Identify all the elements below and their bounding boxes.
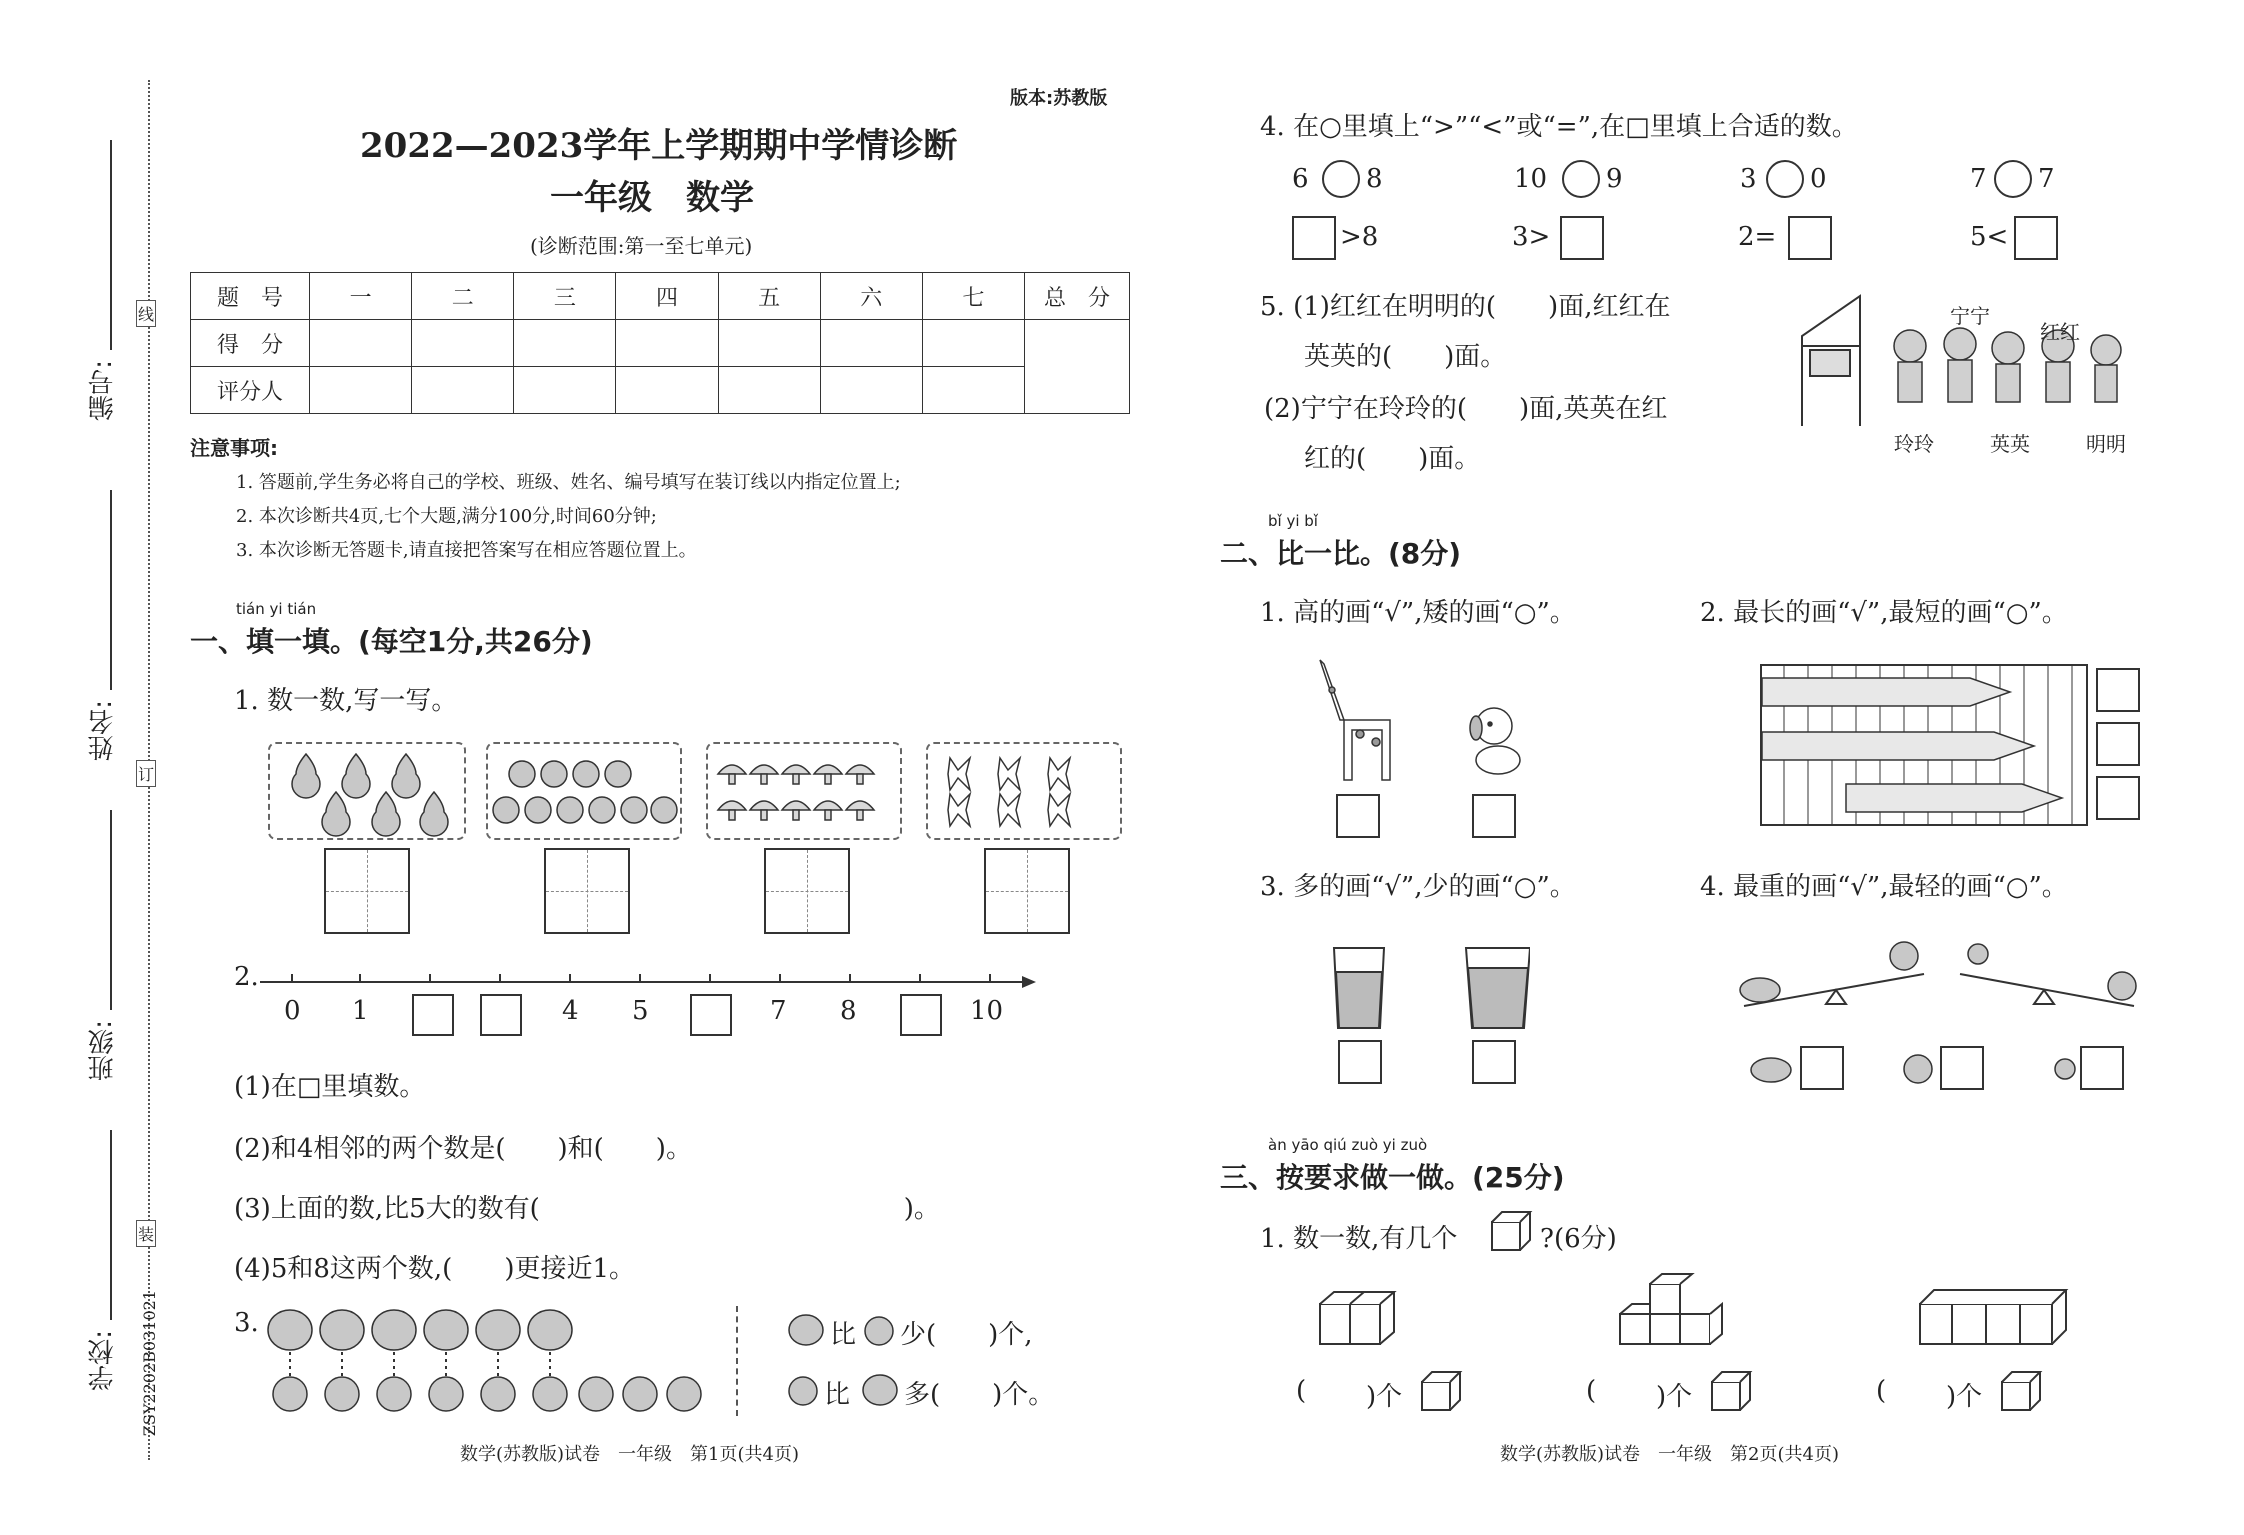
binding-mark-bind: 装 <box>136 1220 156 1247</box>
binding-mark-line: 线 <box>136 300 156 327</box>
question5-line3: (2)宁宁在玲玲的( )面,英英在红 <box>1264 394 1668 424</box>
cube-icon <box>1488 1208 1536 1256</box>
numberline-label-8: 8 <box>840 996 857 1026</box>
pig-icon <box>1746 1052 1796 1086</box>
mushroom-group <box>706 742 902 840</box>
score-cell[interactable] <box>412 320 514 367</box>
fruit-icon-pumpkin <box>786 1312 826 1348</box>
score-cell[interactable] <box>922 320 1024 367</box>
answer-box-pencil-3[interactable] <box>2096 776 2140 820</box>
q4-row1-c-left: 3 <box>1740 164 1757 194</box>
left-page <box>150 0 1130 1535</box>
kid-label-honghong: 红红 <box>2040 320 2080 344</box>
cube-answer-2-close: )个 <box>1656 1382 1693 1412</box>
q4-box-1[interactable] <box>1292 216 1336 260</box>
note-3: 3. 本次诊断无答题卡,请直接把答案写在相应答题位置上。 <box>236 540 697 561</box>
grader-cell[interactable] <box>718 367 820 414</box>
name-blank-line[interactable] <box>110 490 112 690</box>
section3-pinyin: àn yāo qiú zuò yi zuò <box>1268 1136 1428 1154</box>
question3-fruit-rows <box>260 1300 840 1420</box>
cube-answer-2-blank[interactable] <box>1600 1376 1654 1412</box>
exam-title: 2022—2023学年上学期期中学情诊断 <box>360 126 958 166</box>
grader-cell[interactable] <box>412 367 514 414</box>
puppy-picture <box>1464 700 1534 780</box>
question5-line1: 5. (1)红红在明明的( )面,红红在 <box>1260 292 1671 322</box>
grader-row-label: 评分人 <box>191 367 310 414</box>
answer-box-pencil-2[interactable] <box>2096 722 2140 766</box>
cube-answer-3-close: )个 <box>1946 1382 1983 1412</box>
apple-icons <box>488 744 680 838</box>
grader-cell[interactable] <box>922 367 1024 414</box>
q4-box-3[interactable] <box>1788 216 1832 260</box>
school-blank-line[interactable] <box>110 1130 112 1320</box>
score-header-label: 题 号 <box>191 273 310 320</box>
cube-stack-1 <box>1316 1290 1416 1350</box>
cube-answer-3-blank[interactable] <box>1890 1376 1944 1412</box>
cube-answer-1-blank[interactable] <box>1310 1376 1364 1412</box>
kid-label-lingling: 玲玲 <box>1894 432 1934 456</box>
cube-answer-3-open: ( <box>1876 1376 1887 1406</box>
pencil-grid <box>1760 664 2090 828</box>
section1-pinyin: tián yi tián <box>236 600 317 618</box>
answer-box-weight-3[interactable] <box>2080 1046 2124 1090</box>
note-1: 1. 答题前,学生务必将自己的学校、班级、姓名、编号填写在装订线以内指定位置上; <box>236 472 901 493</box>
binding-strip <box>0 0 159 1535</box>
water-glasses <box>1330 944 1530 1034</box>
fruit-icon-pumpkin <box>860 1372 900 1408</box>
score-header-4: 四 <box>616 273 718 320</box>
cube-answer-2-open: ( <box>1586 1376 1597 1406</box>
answer-grid-apple[interactable] <box>544 848 630 934</box>
q4-row2-d: 5< <box>1970 222 2009 252</box>
compare-circle-4[interactable] <box>1994 160 2032 198</box>
binding-label-number: 编号: <box>88 360 118 421</box>
exam-scope: (诊断范围:第一至七单元) <box>530 234 753 258</box>
score-header-2: 二 <box>412 273 514 320</box>
cube-answer-1-close: )个 <box>1366 1382 1403 1412</box>
q4-row1-d-right: 7 <box>2038 164 2055 194</box>
q4-row1-d-left: 7 <box>1970 164 1987 194</box>
cube-answer-1-open: ( <box>1296 1376 1307 1406</box>
numberline-label-1: 1 <box>352 996 369 1026</box>
answer-grid-star[interactable] <box>984 848 1070 934</box>
section3-q1-tail: ?(6分) <box>1540 1224 1617 1254</box>
answer-box-glass-2[interactable] <box>1472 1040 1516 1084</box>
kid-label-yingying: 英英 <box>1990 432 2030 456</box>
question2-part2: (2)和4相邻的两个数是( )和( )。 <box>234 1134 692 1164</box>
section2-title: 二、比一比。(8分) <box>1220 537 1462 570</box>
numberline-label-5: 5 <box>632 996 649 1026</box>
score-cell[interactable] <box>310 320 412 367</box>
question5-line2: 英英的( )面。 <box>1304 342 1507 372</box>
bird-icon <box>2050 1050 2080 1088</box>
mushroom-icons <box>708 744 900 838</box>
compare-circle-1[interactable] <box>1322 160 1360 198</box>
section3-q1-prompt: 1. 数一数,有几个 <box>1260 1224 1458 1254</box>
answer-box-tall[interactable] <box>1336 794 1380 838</box>
edition-label: 版本:苏教版 <box>1010 88 1108 109</box>
binding-label-school: 学校: <box>88 1330 118 1391</box>
left-footer: 数学(苏教版)试卷 一年级 第1页(共4页) <box>460 1444 799 1465</box>
cube-icon <box>1708 1368 1756 1416</box>
cube-stack-2 <box>1616 1272 1736 1352</box>
question3-compare-1a: 比 <box>830 1320 857 1350</box>
q4-row1-a-right: 8 <box>1366 164 1383 194</box>
numberline-box-6[interactable] <box>690 994 732 1036</box>
star-group <box>926 742 1122 840</box>
fruit-icon-persimmon <box>786 1374 820 1408</box>
q4-row2-c: 2= <box>1738 222 1777 252</box>
number-blank-line[interactable] <box>110 140 112 350</box>
binding-mark-order: 订 <box>136 760 156 787</box>
q4-box-2[interactable] <box>1560 216 1604 260</box>
question3-compare-2a: 比 <box>824 1380 851 1410</box>
score-header-6: 六 <box>820 273 922 320</box>
exam-subtitle: 一年级 数学 <box>550 178 754 218</box>
fruit-icon-persimmon <box>862 1314 896 1348</box>
section1-title: 一、填一填。(每空1分,共26分) <box>190 625 593 658</box>
score-cell[interactable] <box>616 320 718 367</box>
grader-cell[interactable] <box>820 367 922 414</box>
numberline-box-9[interactable] <box>900 994 942 1036</box>
cube-stack-3 <box>1916 1286 2076 1350</box>
binding-label-name: 姓名: <box>88 700 118 761</box>
score-cell[interactable] <box>514 320 616 367</box>
total-score-cell[interactable] <box>1025 320 1130 414</box>
q4-row1-c-right: 0 <box>1810 164 1827 194</box>
answer-box-short[interactable] <box>1472 794 1516 838</box>
answer-box-weight-1[interactable] <box>1800 1046 1844 1090</box>
star-icons <box>928 744 1120 838</box>
score-table <box>190 272 1130 414</box>
pear-icons <box>270 744 464 838</box>
class-blank-line[interactable] <box>110 810 112 1010</box>
question2-part1: (1)在□里填数。 <box>234 1072 426 1102</box>
q4-row1-a-left: 6 <box>1292 164 1309 194</box>
answer-grid-pear[interactable] <box>324 848 410 934</box>
score-cell[interactable] <box>718 320 820 367</box>
q4-row1-b-right: 9 <box>1606 164 1623 194</box>
numberline-label-10: 10 <box>970 996 1004 1026</box>
kid-label-mingming: 明明 <box>2086 432 2126 456</box>
compare2-prompt: 2. 最长的画“√”,最短的画“○”。 <box>1700 598 2068 628</box>
grader-cell[interactable] <box>310 367 412 414</box>
score-header-1: 一 <box>310 273 412 320</box>
compare-circle-2[interactable] <box>1562 160 1600 198</box>
seesaw-scales <box>1724 926 2144 1036</box>
question3-compare-2b: 多( )个。 <box>904 1380 1055 1410</box>
q4-row2-a: >8 <box>1340 222 1379 252</box>
section2-pinyin: bǐ yi bǐ <box>1268 512 1318 530</box>
answer-box-pencil-1[interactable] <box>2096 668 2140 712</box>
cube-icon <box>1418 1368 1466 1416</box>
answer-grid-mushroom[interactable] <box>764 848 850 934</box>
section3-title: 三、按要求做一做。(25分) <box>1220 1161 1565 1194</box>
numberline-label-0: 0 <box>284 996 301 1026</box>
compare-circle-3[interactable] <box>1766 160 1804 198</box>
score-header-7: 七 <box>922 273 1024 320</box>
score-cell[interactable] <box>820 320 922 367</box>
question3-compare-1b: 少( )个, <box>900 1320 1033 1350</box>
monkey-icon <box>1900 1050 1936 1088</box>
compare3-prompt: 3. 多的画“√”,少的画“○”。 <box>1260 872 1576 902</box>
giraffe-picture <box>1300 650 1410 790</box>
numberline-box-3[interactable] <box>480 994 522 1036</box>
q4-box-4[interactable] <box>2014 216 2058 260</box>
question4-prompt: 4. 在○里填上“>”“<”或“=”,在□里填上合适的数。 <box>1260 112 1858 142</box>
question1-prompt: 1. 数一数,写一写。 <box>234 686 458 716</box>
answer-box-glass-1[interactable] <box>1338 1040 1382 1084</box>
score-row-label: 得 分 <box>191 320 310 367</box>
question5-line4: 红的( )面。 <box>1304 444 1481 474</box>
numberline-box-2[interactable] <box>412 994 454 1036</box>
note-2: 2. 本次诊断共4页,七个大题,满分100分,时间60分钟; <box>236 506 657 527</box>
numberline-label-7: 7 <box>770 996 787 1026</box>
right-footer: 数学(苏教版)试卷 一年级 第2页(共4页) <box>1500 1444 1839 1465</box>
numberline-label-4: 4 <box>562 996 579 1026</box>
question2-part4: (4)5和8这两个数,( )更接近1。 <box>234 1254 636 1284</box>
kid-label-ningning: 宁宁 <box>1950 304 1990 328</box>
question3-label: 3. <box>234 1308 259 1338</box>
score-header-total: 总 分 <box>1025 273 1130 320</box>
grader-cell[interactable] <box>616 367 718 414</box>
score-header-3: 三 <box>514 273 616 320</box>
pear-group <box>268 742 466 840</box>
q4-row2-b: 3> <box>1512 222 1551 252</box>
compare4-prompt: 4. 最重的画“√”,最轻的画“○”。 <box>1700 872 2068 902</box>
right-page <box>1200 0 2244 1535</box>
binding-label-class: 班级: <box>88 1020 118 1081</box>
question2-label: 2. <box>234 962 259 992</box>
notes-title: 注意事项: <box>190 436 278 460</box>
q4-row1-b-left: 10 <box>1514 164 1548 194</box>
score-header-5: 五 <box>718 273 820 320</box>
question2-part3: (3)上面的数,比5大的数有( )。 <box>234 1194 940 1224</box>
question3-divider <box>736 1306 738 1416</box>
apple-group <box>486 742 682 840</box>
answer-box-weight-2[interactable] <box>1940 1046 1984 1090</box>
cube-icon <box>1998 1368 2046 1416</box>
document-code: ZSY2202B031021 <box>140 1290 159 1437</box>
grader-cell[interactable] <box>514 367 616 414</box>
compare1-prompt: 1. 高的画“√”,矮的画“○”。 <box>1260 598 1576 628</box>
